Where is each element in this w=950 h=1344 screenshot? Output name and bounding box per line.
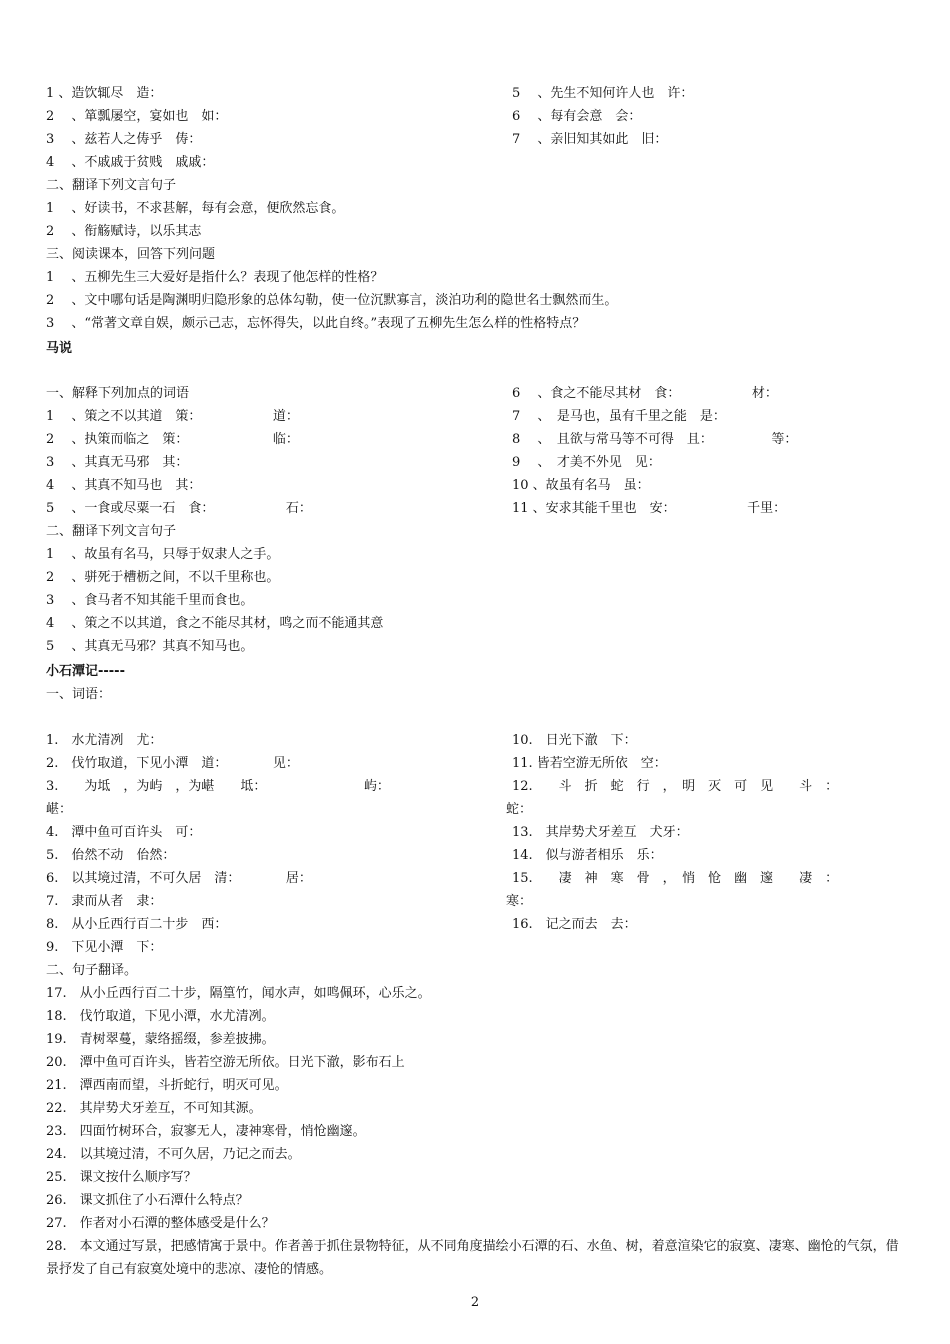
question-line: 2 、骈死于槽枥之间，不以千里称也。 [46,570,280,585]
question-line: 6 、每有会意 会： [512,109,642,124]
sentence-line: 24. 以其境过清，不可久居，乃记之而去。 [46,1147,301,1162]
question-line: 9 、 才美不外见 见： [512,455,661,470]
question-line: 寒： [506,894,533,909]
question-line: 4 、策之不以其道，食之不能尽其材，鸣之而不能通其意 [46,616,384,631]
question-line: 10 、故虽有名马 虽： [512,478,650,493]
sentence-line: 20. 潭中鱼可百许头，皆若空游无所依。日光下澈，影布石上 [46,1055,405,1070]
question-line: 11 、安求其能千里也 安： 千里： [512,501,787,516]
section-heading: 一、词语： [46,687,112,702]
question-line: 6 、食之不能尽其材 食： 材： [512,386,778,401]
question-line: 5 、其真无马邪？其真不知马也。 [46,639,254,654]
question-line: 8. 从小丘西行百二十步 西： [46,917,228,932]
section-heading: 二、翻译下列文言句子 [46,524,177,539]
question-line: 4. 潭中鱼可百许头 可： [46,825,202,840]
question-line: 13. 其岸势犬牙差互 犬牙： [512,825,689,840]
question-line: 10. 日光下澈 下： [512,733,637,748]
question-line: 7 、亲旧知其如此 旧： [512,132,668,147]
question-line: 15. 凄 神 寒 骨 ， 悄 怆 幽 邃 凄 ： [512,871,839,886]
sentence-line: 23. 四面竹树环合，寂寥无人，凄神寒骨，悄怆幽邃。 [46,1124,366,1139]
sentence-line: 19. 青树翠蔓，蒙络摇缀，参差披拂。 [46,1032,275,1047]
question-line: 1 、造饮辄尽 造： [46,86,163,101]
question-line: 3. 为坻 ，为屿 ，为嵁 坻： 屿： [46,779,390,794]
question-line: 2 、箪瓢屡空，宴如也 如： [46,109,228,124]
question-line: 16. 记之而去 去： [512,917,637,932]
question-line: 5 、一食或尽粟一石 食： 石： [46,501,312,516]
question-line: 2 、文中哪句话是陶渊明归隐形象的总体勾勒，使一位沉默寡言，淡泊功利的隐世名士飘然而生。 [46,293,618,308]
question-line: 1 、故虽有名马，只辱于奴隶人之手。 [46,547,280,562]
question-line: 2 、衔觞赋诗，以乐其志 [46,224,202,239]
question-line: 2 、执策而临之 策： 临： [46,432,299,447]
sentence-line: 17. 从小丘西行百二十步，隔篁竹，闻水声，如鸣佩环，心乐之。 [46,986,431,1001]
question-line: 1. 水尤清冽 尤： [46,733,163,748]
question-line: 12. 斗 折 蛇 行 ， 明 灭 可 见 斗 ： [512,779,839,794]
question-line: 1 、五柳先生三大爱好是指什么？表现了他怎样的性格？ [46,270,384,285]
section-heading: 三、阅读课本，回答下列问题 [46,247,216,262]
question-line: 7 、 是马也，虽有千里之能 是： [512,409,726,424]
question-line: 5 、先生不知何许人也 许： [512,86,694,101]
page-number: 2 [470,1295,480,1310]
question-line: 3 、食马者不知其能千里而食也。 [46,593,254,608]
question-line: 嵁： [46,802,73,817]
section-title: 小石潭记----- [46,664,125,679]
question-line: 8 、 且欲与常马等不可得 且： 等： [512,432,798,447]
question-line: 4 、不戚戚于贫贱 戚戚： [46,155,215,170]
summary-paragraph: 28. 本文通过写景，把感情寓于景中。作者善于抓住景物特征，从不同角度描绘小石潭的石、水鱼、树，着意渲染它的寂寞、凄寒、幽怆的气氛，借景抒发了自己有寂寞处境中的悲凉、凄怆的情感。 [46,1239,899,1277]
sentence-line: 26. 课文抓住了小石潭什么特点？ [46,1193,249,1208]
question-line: 3 、其真无马邪 其： [46,455,189,470]
question-line: 2. 伐竹取道，下见小潭 道： 见： [46,756,299,771]
sentence-line: 22. 其岸势犬牙差互，不可知其源。 [46,1101,262,1116]
section-heading: 二、翻译下列文言句子 [46,178,177,193]
section-heading: 一、解释下列加点的词语 [46,386,190,401]
question-line: 6. 以其境过清，不可久居 清： 居： [46,871,312,886]
question-line: 1 、策之不以其道 策： 道： [46,409,299,424]
question-line: 9. 下见小潭 下： [46,940,163,955]
question-line: 3 、兹若人之俦乎 俦： [46,132,202,147]
question-line: 11. 皆若空游无所依 空： [512,756,667,771]
question-line: 4 、其真不知马也 其： [46,478,202,493]
question-line: 14. 似与游者相乐 乐： [512,848,663,863]
question-line: 7. 隶而从者 隶： [46,894,163,909]
question-line: 蛇： [506,802,533,817]
question-line: 1 、好读书，不求甚解，每有会意，便欣然忘食。 [46,201,345,216]
question-line: 3 、“常著文章自娱，颇示己志，忘怀得失，以此自终。”表现了五柳先生怎么样的性格特点？ [46,316,586,331]
section-title: 马说 [46,341,73,356]
section-heading: 二、句子翻译。 [46,963,138,978]
question-line: 5. 佁然不动 佁然： [46,848,176,863]
sentence-line: 27. 作者对小石潭的整体感受是什么？ [46,1216,275,1231]
sentence-line: 25. 课文按什么顺序写？ [46,1170,197,1185]
sentence-line: 21. 潭西南而望，斗折蛇行，明灭可见。 [46,1078,288,1093]
sentence-line: 18. 伐竹取道，下见小潭，水尤清冽。 [46,1009,275,1024]
